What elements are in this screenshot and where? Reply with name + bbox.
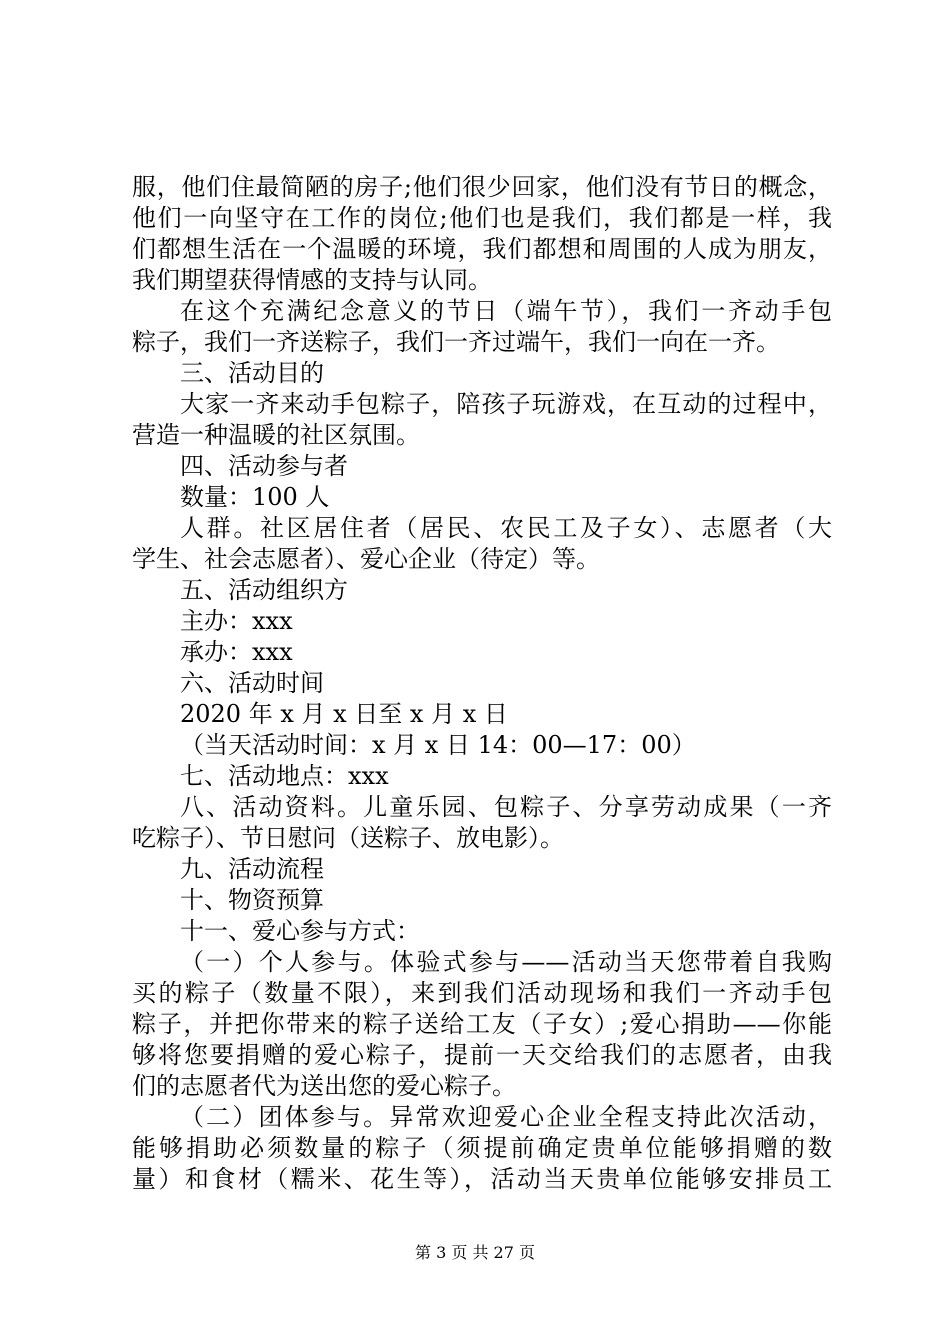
text-line: 服，他们住最简陋的房子;他们很少回家，他们没有节日的概念， (132, 173, 832, 201)
text-line: 大家一齐来动手包粽子，陪孩子玩游戏，在互动的过程中， (180, 390, 832, 418)
text-line: 在这个充满纪念意义的节日（端午节），我们一齐动手包 (180, 297, 832, 325)
section-heading: 四、活动参与者 (180, 452, 348, 480)
text-line: 我们期望获得情感的支持与认同。 (132, 266, 492, 294)
section-heading: 八、活动资料。儿童乐园、包粽子、分享劳动成果（一齐 (180, 793, 832, 821)
text-line: 数量：100 人 (180, 483, 330, 511)
text-line: 粽子，并把你带来的粽子送给工友（子女）;爱心捐助——你能 (132, 1010, 832, 1038)
section-heading: 七、活动地点：xxx (180, 762, 389, 790)
text-line: 买的粽子（数量不限），来到我们活动现场和我们一齐动手包 (132, 979, 832, 1007)
text-line: （二）团体参与。异常欢迎爱心企业全程支持此次活动， (180, 1103, 832, 1131)
text-line: 们都想生活在一个温暖的环境，我们都想和周围的人成为朋友， (132, 235, 832, 263)
text-line: 粽子，我们一齐送粽子，我们一齐过端午，我们一向在一齐。 (132, 328, 780, 356)
section-heading: 六、活动时间 (180, 669, 324, 697)
text-line: 量）和食材（糯米、花生等），活动当天贵单位能够安排员工 (132, 1165, 832, 1193)
text-line: 人群。社区居住者（居民、农民工及子女）、志愿者（大 (180, 514, 832, 542)
text-line: 承办：xxx (180, 638, 293, 666)
text-line: （当天活动时间：x 月 x 日 14：00—17：00） (180, 731, 696, 759)
section-heading: 十、物资预算 (180, 886, 324, 914)
text-line: 他们一向坚守在工作的岗位;他们也是我们，我们都是一样，我 (132, 204, 832, 232)
document-body (132, 172, 832, 1195)
text-line: 2020 年 x 月 x 日至 x 月 x 日 (180, 700, 508, 728)
section-heading: 十一、爱心参与方式： (180, 917, 420, 945)
section-heading: 三、活动目的 (180, 359, 324, 387)
text-line: 主办：xxx (180, 607, 293, 635)
section-heading: 九、活动流程 (180, 855, 324, 883)
section-heading: 五、活动组织方 (180, 576, 348, 604)
text-line: 够将您要捐赠的爱心粽子，提前一天交给我们的志愿者，由我 (132, 1041, 832, 1069)
text-line: 营造一种温暖的社区氛围。 (132, 421, 420, 449)
page-footer: 第 3 页 共 27 页 (415, 1243, 535, 1262)
text-line: （一）个人参与。体验式参与——活动当天您带着自我购 (180, 948, 832, 976)
text-line: 吃粽子）、节日慰问（送粽子、放电影）。 (132, 824, 564, 852)
text-line: 们的志愿者代为送出您的爱心粽子。 (132, 1072, 516, 1100)
text-line: 能够捐助必须数量的粽子（须提前确定贵单位能够捐赠的数 (132, 1134, 832, 1162)
text-line: 学生、社会志愿者）、爱心企业（待定）等。 (132, 545, 600, 573)
